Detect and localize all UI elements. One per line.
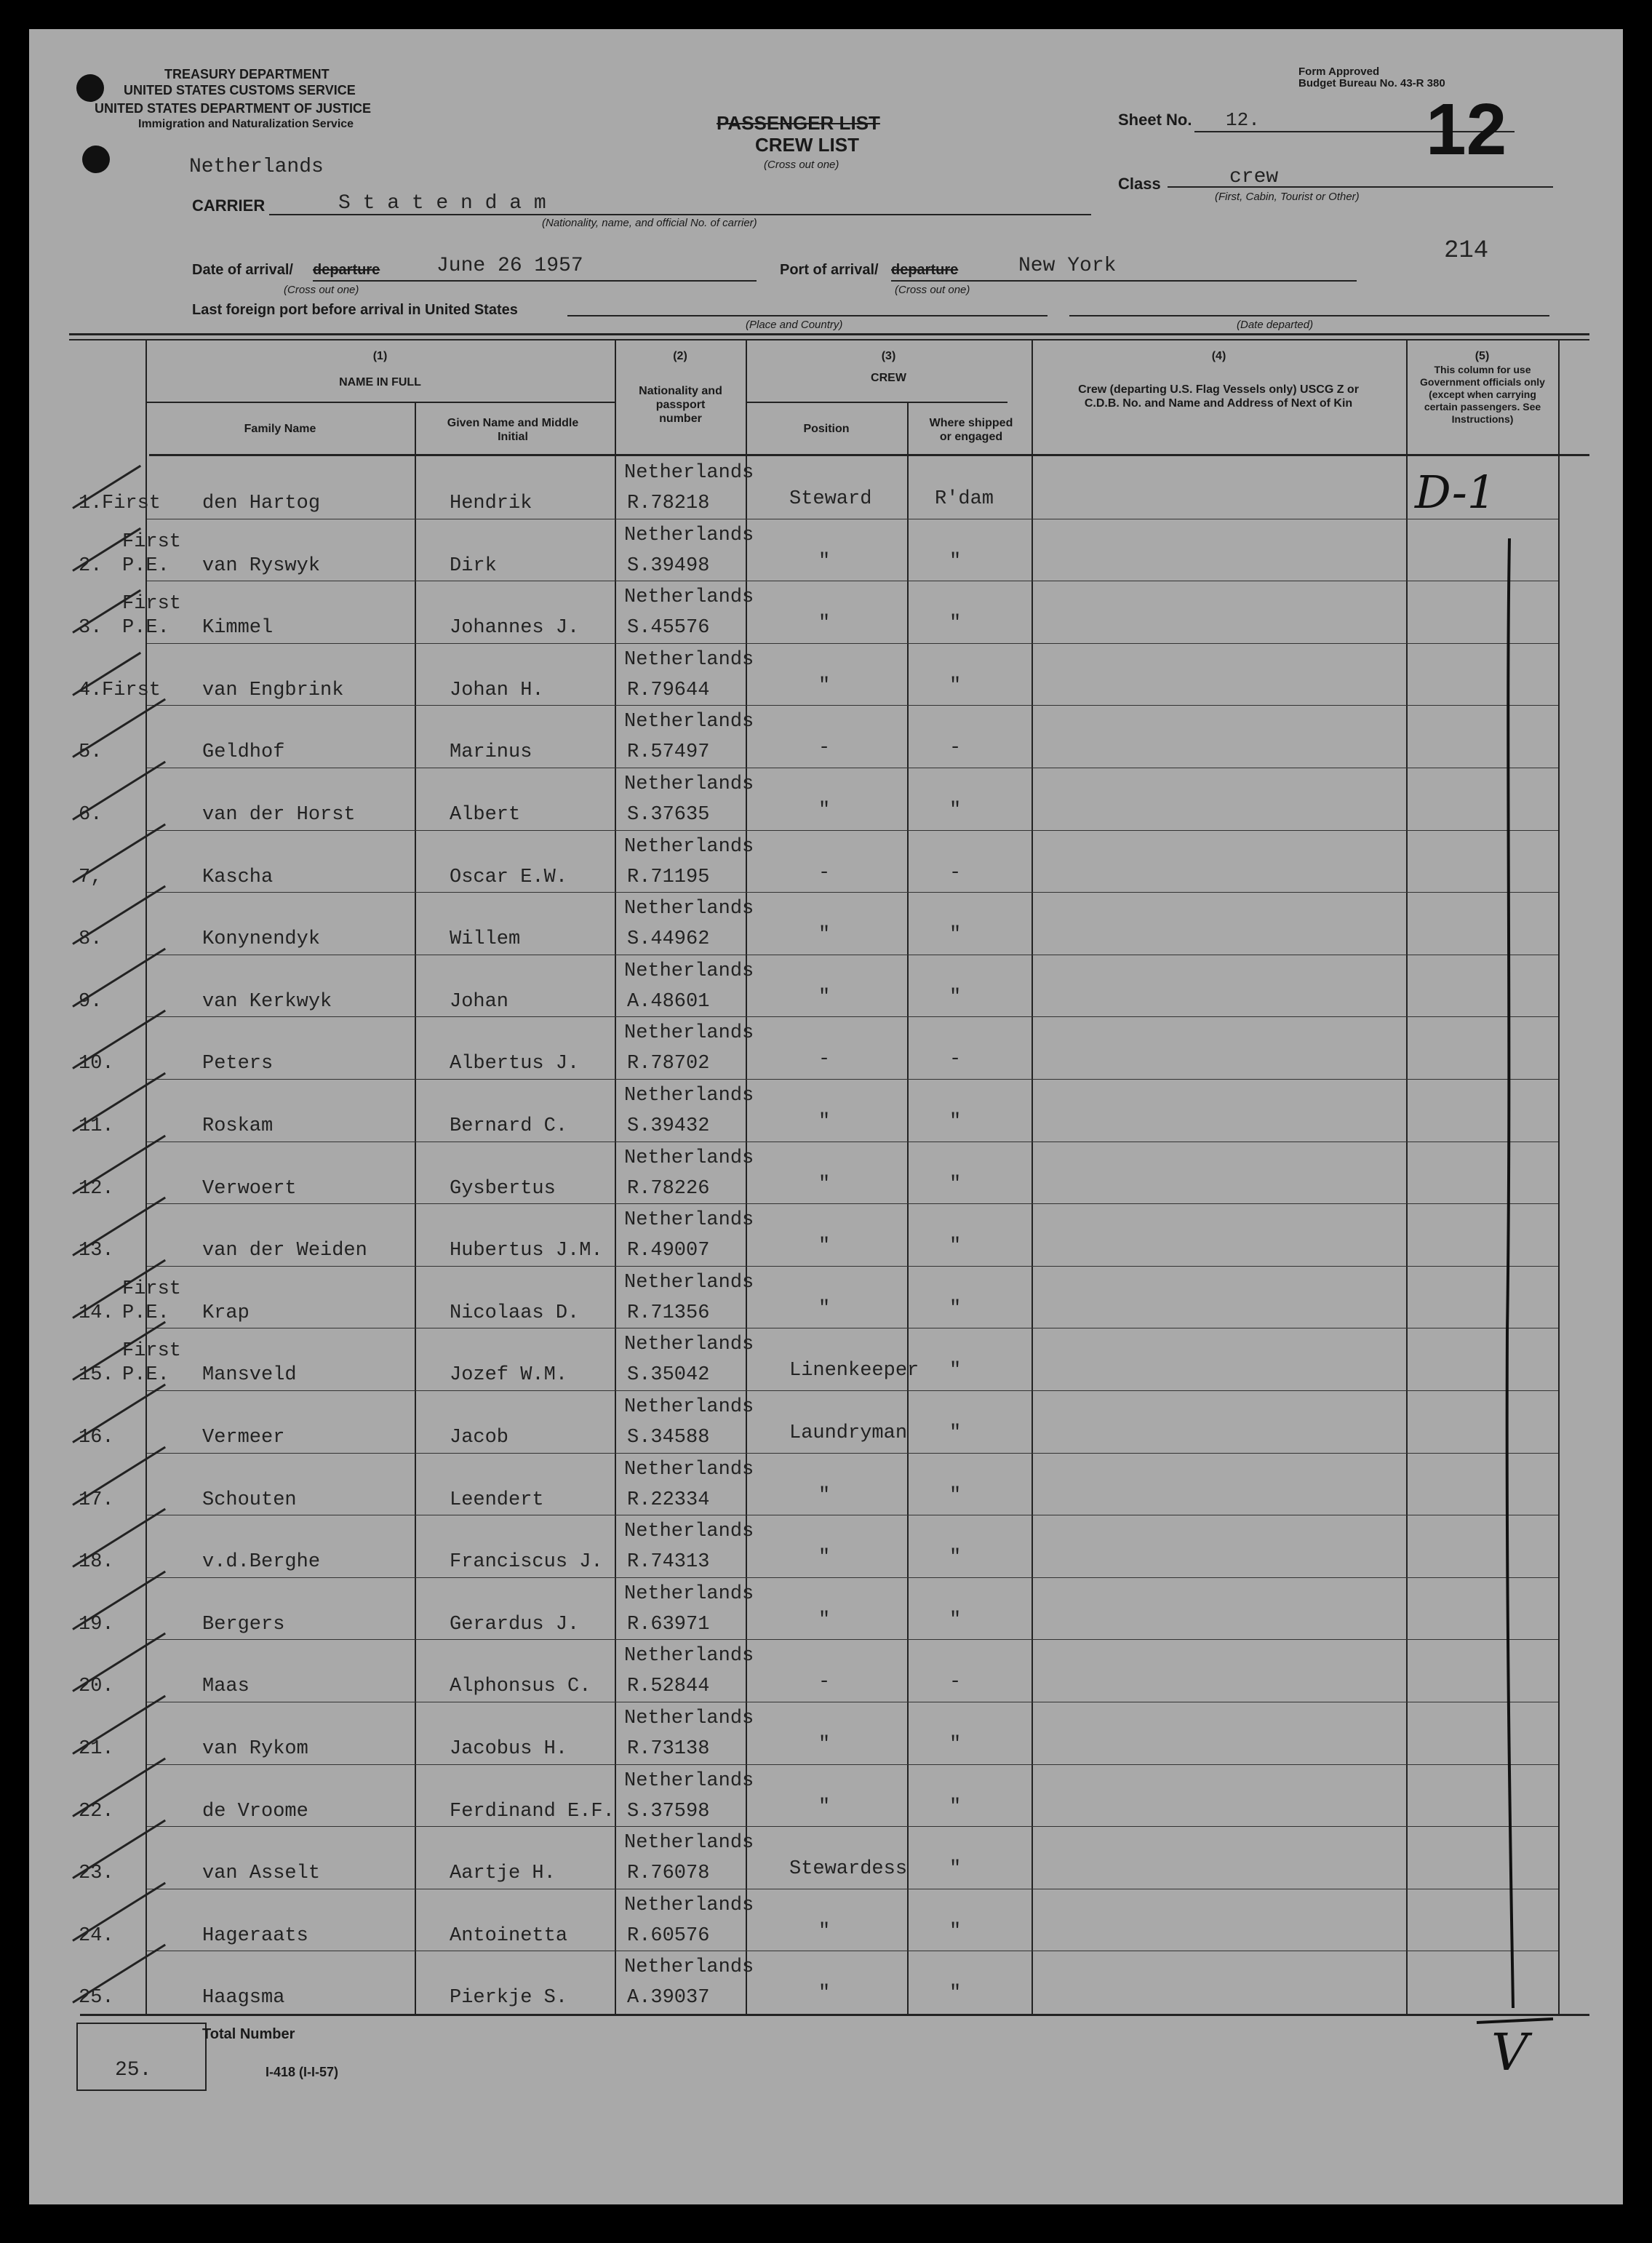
crew-position: " [818, 1734, 831, 1756]
row-number: 8. [79, 928, 103, 951]
crew-position: " [818, 550, 831, 573]
treasury-label: TREASURY DEPARTMENT [164, 67, 330, 81]
customs-label: UNITED STATES CUSTOMS SERVICE [124, 83, 356, 97]
ins-label: Immigration and Naturalization Service [138, 118, 354, 130]
passport-number: R.74313 [627, 1551, 710, 1574]
crew-position: " [818, 1547, 831, 1569]
family-name: Krap [202, 1302, 250, 1324]
nationality: Netherlands [624, 1521, 754, 1543]
carrier-label: CARRIER [192, 196, 266, 215]
row-number: 15. [79, 1364, 114, 1387]
given-name: Gerardus J. [450, 1613, 580, 1636]
justice-label: UNITED STATES DEPARTMENT OF JUSTICE [95, 101, 372, 116]
crew-position: " [818, 1920, 831, 1943]
given-name: Johan H. [450, 679, 544, 701]
passport-number: R.71195 [627, 866, 710, 888]
crew-position: " [818, 800, 831, 821]
col3-number: (3) [881, 350, 896, 362]
passport-number: S.45576 [627, 617, 710, 640]
family-name: Vermeer [202, 1427, 285, 1449]
sheet-stamp: 12 [1426, 89, 1507, 170]
family-name: Bergers [202, 1613, 285, 1636]
crew-position: " [818, 1983, 831, 2005]
crew-position: " [818, 1297, 831, 1320]
row-number: 9. [79, 990, 103, 1013]
given-name: Marinus [450, 741, 532, 764]
family-name: Roskam [202, 1115, 274, 1137]
passport-number: R.52844 [627, 1676, 710, 1698]
row-number: 10. [79, 1053, 114, 1075]
row-number: 1. [79, 493, 103, 514]
col1-number: (1) [372, 350, 388, 362]
given-name: Oscar E.W. [450, 866, 568, 888]
family-name: Kimmel [202, 617, 274, 640]
where-shipped: " [949, 1920, 962, 1943]
class-value: crew [1229, 166, 1279, 188]
family-name: van Engbrink [202, 679, 344, 701]
nationality: Netherlands [624, 1769, 754, 1792]
crew-position: " [818, 1111, 831, 1133]
passport-number: R.78702 [627, 1053, 710, 1075]
crew-position: - [818, 737, 831, 760]
row-divider [147, 1390, 1558, 1391]
crew-list-title: CREW LIST [755, 134, 859, 156]
form-approved: Form Approved [1298, 65, 1380, 78]
passport-number: R.71356 [627, 1302, 710, 1324]
crew-position: " [818, 674, 831, 697]
arrival-cross-note: (Cross out one) [284, 284, 359, 296]
where-shipped: " [949, 1111, 962, 1133]
family-name: Mansveld [202, 1364, 297, 1387]
col-where-shipped: Where shipped or engaged [929, 417, 1013, 443]
row-divider [147, 1764, 1558, 1765]
where-shipped: " [949, 986, 962, 1008]
family-name: v.d.Berghe [202, 1551, 321, 1574]
given-name: Johannes J. [450, 617, 580, 640]
passport-number: S.44962 [627, 928, 710, 951]
given-name: Hubertus J.M. [450, 1240, 603, 1262]
where-shipped: " [949, 924, 962, 947]
crew-position: Laundryman [789, 1422, 908, 1444]
row-number: 6. [79, 804, 103, 826]
row-number: 13. [79, 1240, 114, 1262]
arrival-date: June 26 1957 [436, 255, 583, 277]
row-number: 14. [79, 1302, 114, 1324]
given-name: Jozef W.M. [450, 1364, 568, 1387]
given-name: Willem [450, 928, 521, 951]
where-shipped: " [949, 1734, 962, 1756]
where-shipped: " [949, 1796, 962, 1818]
row-divider [147, 1826, 1558, 1827]
col5-mark: D-1 [1415, 466, 1496, 519]
nationality: Netherlands [624, 1832, 754, 1854]
given-name: Franciscus J. [450, 1551, 603, 1574]
nationality: Netherlands [624, 1271, 754, 1294]
where-shipped: - [949, 1671, 962, 1694]
row-divider [147, 1266, 1558, 1267]
crew-position: " [818, 1235, 831, 1258]
nationality: Netherlands [624, 960, 754, 982]
given-name: Leendert [450, 1489, 544, 1511]
where-shipped: - [949, 861, 962, 884]
row-class: First P.E. [122, 1278, 182, 1324]
row-class: First P.E. [122, 530, 182, 577]
row-number: 20. [79, 1676, 114, 1698]
row-number: 12. [79, 1177, 114, 1200]
row-number: 25. [79, 1987, 114, 2009]
row-number: 4. [79, 679, 103, 701]
family-name: Haagsma [202, 1987, 285, 2009]
given-name: Aartje H. [450, 1862, 556, 1885]
crew-list-form [29, 29, 1623, 2204]
row-divider [147, 1453, 1558, 1454]
given-name: Albert [450, 804, 521, 826]
nationality: Netherlands [624, 1147, 754, 1169]
crew-position: " [818, 1484, 831, 1507]
port-struck: departure [891, 262, 959, 278]
passport-number: S.37635 [627, 804, 710, 826]
last-port-label: Last foreign port before arrival in United States [192, 302, 518, 318]
family-name: van der Horst [202, 804, 356, 826]
row-class: First [102, 493, 161, 514]
where-shipped: " [949, 1297, 962, 1320]
col5-note: This column for use Government officials only (except when carrying certain passengers. See Instructions) [1420, 364, 1545, 425]
given-name: Jacob [450, 1427, 509, 1449]
where-shipped: " [949, 1235, 962, 1258]
nationality: Netherlands [624, 1334, 754, 1356]
passport-number: S.37598 [627, 1800, 710, 1822]
row-number: 3. [79, 617, 103, 640]
row-number: 5. [79, 741, 103, 764]
row-number: 19. [79, 1613, 114, 1636]
given-name: Albertus J. [450, 1053, 580, 1075]
passport-number: R.78226 [627, 1177, 710, 1200]
row-divider [147, 1079, 1558, 1080]
passenger-list-title: PASSENGER LIST [717, 112, 880, 134]
budget-bureau: Budget Bureau No. 43-R 380 [1298, 77, 1445, 89]
sheet-label: Sheet No. [1118, 111, 1192, 129]
nationality: Netherlands [624, 1894, 754, 1916]
passport-number: A.48601 [627, 990, 710, 1013]
where-shipped: " [949, 550, 962, 573]
family-name: van Kerkwyk [202, 990, 332, 1013]
class-label: Class [1118, 175, 1161, 193]
where-shipped: - [949, 737, 962, 760]
nationality: Netherlands [624, 524, 754, 546]
col5-number: (5) [1475, 350, 1490, 362]
nationality: Netherlands [624, 898, 754, 920]
where-shipped: " [949, 1173, 962, 1195]
col-nationality: Nationality and passport number [639, 385, 722, 425]
crew-position: Stewardess [789, 1858, 908, 1881]
passport-number: R.49007 [627, 1240, 710, 1262]
nationality: Netherlands [624, 1582, 754, 1605]
given-name: Jacobus H. [450, 1738, 568, 1760]
row-class: First P.E. [122, 1340, 182, 1387]
family-name: Maas [202, 1676, 250, 1698]
form-number: I-418 (I-I-57) [266, 2065, 339, 2079]
passport-number: R.22334 [627, 1489, 710, 1511]
given-name: Alphonsus C. [450, 1676, 591, 1698]
nationality: Netherlands [624, 835, 754, 858]
given-name: Pierkje S. [450, 1987, 568, 2009]
row-number: 2. [79, 554, 103, 577]
given-name: Nicolaas D. [450, 1302, 580, 1324]
col4-number: (4) [1211, 350, 1226, 362]
where-shipped: " [949, 1484, 962, 1507]
passport-number: S.39498 [627, 554, 710, 577]
nationality: Netherlands [624, 1396, 754, 1418]
port-label: Port of arrival/ [780, 262, 879, 278]
col-family-name: Family Name [244, 423, 316, 435]
nationality: Netherlands [624, 1708, 754, 1729]
crew-position: Linenkeeper [789, 1360, 919, 1382]
row-class: First P.E. [122, 593, 182, 640]
passport-number: R.79644 [627, 679, 710, 701]
class-note: (First, Cabin, Tourist or Other) [1215, 191, 1360, 203]
carrier-nationality: Netherlands [189, 156, 324, 178]
crew-position: - [818, 861, 831, 884]
family-name: de Vroome [202, 1800, 308, 1822]
nationality: Netherlands [624, 462, 754, 484]
family-name: Peters [202, 1053, 274, 1075]
row-number: 24. [79, 1924, 114, 1947]
row-divider [147, 1639, 1558, 1640]
passport-number: R.76078 [627, 1862, 710, 1885]
col-given-name: Given Name and Middle Initial [447, 417, 579, 443]
where-shipped: " [949, 1858, 962, 1881]
col2-number: (2) [673, 350, 687, 362]
record-number: 214 [1444, 237, 1489, 265]
crew-position: " [818, 986, 831, 1008]
passport-number: R.60576 [627, 1924, 710, 1947]
family-name: Verwoert [202, 1177, 297, 1200]
sheet-number: 12. [1226, 109, 1260, 131]
nationality: Netherlands [624, 1209, 754, 1232]
family-name: Kascha [202, 866, 274, 888]
arrival-struck: departure [313, 262, 380, 278]
row-divider [147, 892, 1558, 893]
col-crew-departing: Crew (departing U.S. Flag Vessels only) USCG Z or C.D.B. No. and Name and Address of Next of Kin [1078, 383, 1359, 410]
punch-hole [76, 74, 104, 102]
carrier-name: S t a t e n d a m [338, 192, 546, 215]
row-number: 22. [79, 1800, 114, 1822]
family-name: van Ryswyk [202, 554, 321, 577]
family-name: van Rykom [202, 1738, 308, 1760]
where-shipped: " [949, 1547, 962, 1569]
where-shipped: " [949, 674, 962, 697]
row-number: 21. [79, 1738, 114, 1760]
row-number: 17. [79, 1489, 114, 1511]
crew-position: - [818, 1671, 831, 1694]
family-name: Geldhof [202, 741, 285, 764]
given-name: Hendrik [450, 493, 532, 514]
nationality: Netherlands [624, 1085, 754, 1107]
col-crew: CREW [871, 372, 906, 384]
family-name: Schouten [202, 1489, 297, 1511]
passport-number: A.39037 [627, 1987, 710, 2009]
passport-number: R.63971 [627, 1613, 710, 1636]
where-shipped: " [949, 613, 962, 635]
row-number: 16. [79, 1427, 114, 1449]
nationality: Netherlands [624, 586, 754, 609]
where-shipped: " [949, 800, 962, 821]
cross-out-note: (Cross out one) [764, 159, 839, 171]
where-shipped: " [949, 1422, 962, 1444]
col-position: Position [803, 423, 850, 435]
punch-hole [82, 146, 110, 173]
port-cross-note: (Cross out one) [895, 284, 970, 296]
crew-position: - [818, 1048, 831, 1071]
crew-position: " [818, 1796, 831, 1818]
row-number: 18. [79, 1551, 114, 1574]
family-name: van Asselt [202, 1862, 321, 1885]
total-label: Total Number [202, 2026, 295, 2042]
where-shipped: " [949, 1360, 962, 1382]
nationality: Netherlands [624, 1645, 754, 1668]
given-name: Dirk [450, 554, 497, 577]
crew-position: Steward [789, 488, 872, 510]
row-divider [147, 705, 1558, 706]
vertical-check-line [1455, 531, 1557, 2044]
row-divider [147, 643, 1558, 644]
nationality: Netherlands [624, 648, 754, 671]
where-shipped: - [949, 1048, 962, 1071]
given-name: Ferdinand E.F. [450, 1800, 615, 1822]
row-number: 7, [79, 866, 103, 888]
crew-position: " [818, 1173, 831, 1195]
row-divider [147, 1203, 1558, 1204]
family-name: Hageraats [202, 1924, 308, 1947]
where-shipped: " [949, 1983, 962, 2005]
passport-number: S.39432 [627, 1115, 710, 1137]
passport-number: R.57497 [627, 741, 710, 764]
given-name: Bernard C. [450, 1115, 568, 1137]
passport-number: S.35042 [627, 1364, 710, 1387]
where-shipped: R'dam [935, 488, 994, 510]
total-count: 25. [115, 2059, 152, 2081]
family-name: van der Weiden [202, 1240, 367, 1262]
row-divider [147, 830, 1558, 831]
crew-position: " [818, 1609, 831, 1631]
family-name: Konynendyk [202, 928, 321, 951]
date-departed-note: (Date departed) [1237, 319, 1314, 331]
nationality: Netherlands [624, 773, 754, 795]
given-name: Johan [450, 990, 509, 1013]
row-number: 23. [79, 1862, 114, 1885]
passport-number: S.34588 [627, 1427, 710, 1449]
row-divider [147, 1016, 1558, 1017]
given-name: Gysbertus [450, 1177, 556, 1200]
family-name: den Hartog [202, 493, 321, 514]
given-name: Antoinetta [450, 1924, 568, 1947]
place-note: (Place and Country) [746, 319, 843, 331]
row-number: 11. [79, 1115, 114, 1137]
row-divider [147, 1577, 1558, 1578]
where-shipped: " [949, 1609, 962, 1631]
row-class: First [102, 679, 161, 701]
passport-number: R.78218 [627, 493, 710, 514]
nationality: Netherlands [624, 1956, 754, 1979]
nationality: Netherlands [624, 711, 754, 733]
col-name-in-full: NAME IN FULL [339, 376, 421, 389]
check-mark: V [1491, 2023, 1528, 2082]
passport-number: R.73138 [627, 1738, 710, 1760]
nationality: Netherlands [624, 1022, 754, 1045]
port-name: New York [1018, 255, 1117, 277]
carrier-note: (Nationality, name, and official No. of carrier) [542, 217, 757, 229]
crew-position: " [818, 613, 831, 635]
nationality: Netherlands [624, 1458, 754, 1481]
arrival-label: Date of arrival/ [192, 262, 293, 278]
crew-position: " [818, 924, 831, 947]
